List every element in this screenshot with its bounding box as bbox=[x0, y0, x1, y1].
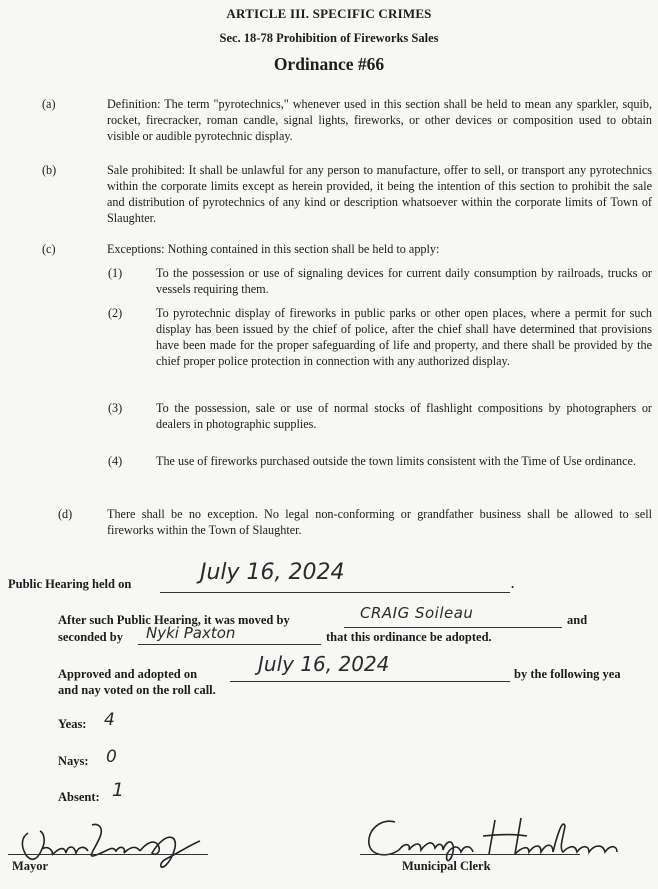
nays-count: 0 bbox=[106, 747, 117, 767]
exception-2-label: (2) bbox=[108, 306, 123, 320]
seconded-label: seconded by bbox=[58, 630, 123, 644]
section-b-text: Sale prohibited: It shall be unlawful for any person to manufacture, offer to sell, or transport any pyrotechnics within the corporate limits except as herein provided, it being the intention of this section to prohibit the sale and distribution of pyrotechnics of any kind or description whatsoever within the corporate limits of Town of Slaughter. bbox=[107, 163, 652, 225]
seconded-by: Nyki Paxton bbox=[146, 624, 236, 642]
mayor-signature-line bbox=[8, 854, 208, 855]
mayor-label: Mayor bbox=[12, 859, 49, 873]
exception-3-label: (3) bbox=[108, 401, 123, 415]
clerk-signature bbox=[355, 808, 645, 868]
moved-label: After such Public Hearing, it was moved by bbox=[58, 613, 290, 627]
and-label: and bbox=[567, 613, 588, 627]
approved-end: by the following yea bbox=[514, 667, 621, 681]
hearing-date: July 16, 2024 bbox=[200, 560, 345, 585]
section-d-label: (d) bbox=[58, 507, 73, 521]
absent-count: 1 bbox=[112, 779, 125, 801]
section-heading: Sec. 18-78 Prohibition of Fireworks Sales bbox=[219, 31, 439, 45]
exception-1-text: To the possession or use of signaling devices for current daily consumption by railroads, trucks or vessels requiring them. bbox=[156, 266, 652, 296]
moved-by: CRAIG Soileau bbox=[360, 604, 474, 622]
exception-4-text: The use of fireworks purchased outside the town limits consistent with the Time of Use ordinance. bbox=[156, 454, 636, 468]
section-a-text: Definition: The term "pyrotechnics," whenever used in this section shall be held to mean any sparkler, squib, rocket, firecracker, roman candle, signal lights, fireworks, or other devices or composition used to obtain visible or audible pyrotechnic display. bbox=[107, 97, 652, 143]
ordinance-title: Ordinance #66 bbox=[273, 54, 385, 74]
section-c-text: Exceptions: Nothing contained in this section shall be held to apply: bbox=[107, 242, 440, 256]
hearing-label: Public Hearing held on bbox=[8, 577, 132, 591]
approved-date-line bbox=[230, 681, 510, 682]
approved-label: Approved and adopted on bbox=[58, 667, 198, 681]
yeas-label: Yeas: bbox=[58, 717, 87, 731]
section-a-label: (a) bbox=[42, 97, 56, 111]
absent-label: Absent: bbox=[58, 790, 100, 804]
clerk-signature-line bbox=[360, 854, 580, 855]
hearing-date-line bbox=[160, 592, 510, 593]
moved-by-line bbox=[344, 627, 562, 628]
exception-2-text: To pyrotechnic display of fireworks in public parks or other open places, where a permit for such display has been issued by the chief of police, after the chief shall have determined that provisions have been made for the proper safeguarding of life and property, and there shall be provided by the chief proper police protection in connection with any authorized display. bbox=[156, 306, 652, 368]
exception-3-text: To the possession, sale or use of normal stocks of flashlight compositions by photographers or dealers in photographic supplies. bbox=[156, 401, 652, 431]
approved-date: July 16, 2024 bbox=[258, 652, 390, 676]
yeas-count: 4 bbox=[104, 710, 115, 730]
nays-label: Nays: bbox=[58, 754, 89, 768]
seconded-end: that this ordinance be adopted. bbox=[326, 630, 492, 644]
article-heading: ARTICLE III. SPECIFIC CRIMES bbox=[226, 6, 432, 21]
exception-1-label: (1) bbox=[108, 266, 123, 280]
clerk-label: Municipal Clerk bbox=[402, 859, 491, 873]
section-b-label: (b) bbox=[42, 163, 57, 177]
hearing-end: . bbox=[511, 577, 515, 591]
approved-end-2: and nay voted on the roll call. bbox=[58, 683, 216, 697]
seconded-by-line bbox=[138, 644, 321, 645]
section-c-label: (c) bbox=[42, 242, 56, 256]
exception-4-label: (4) bbox=[108, 454, 123, 468]
section-d-text: There shall be no exception. No legal non-conforming or grandfather business shall be allowed to sell fireworks within the Town of Slaughter. bbox=[107, 507, 652, 537]
